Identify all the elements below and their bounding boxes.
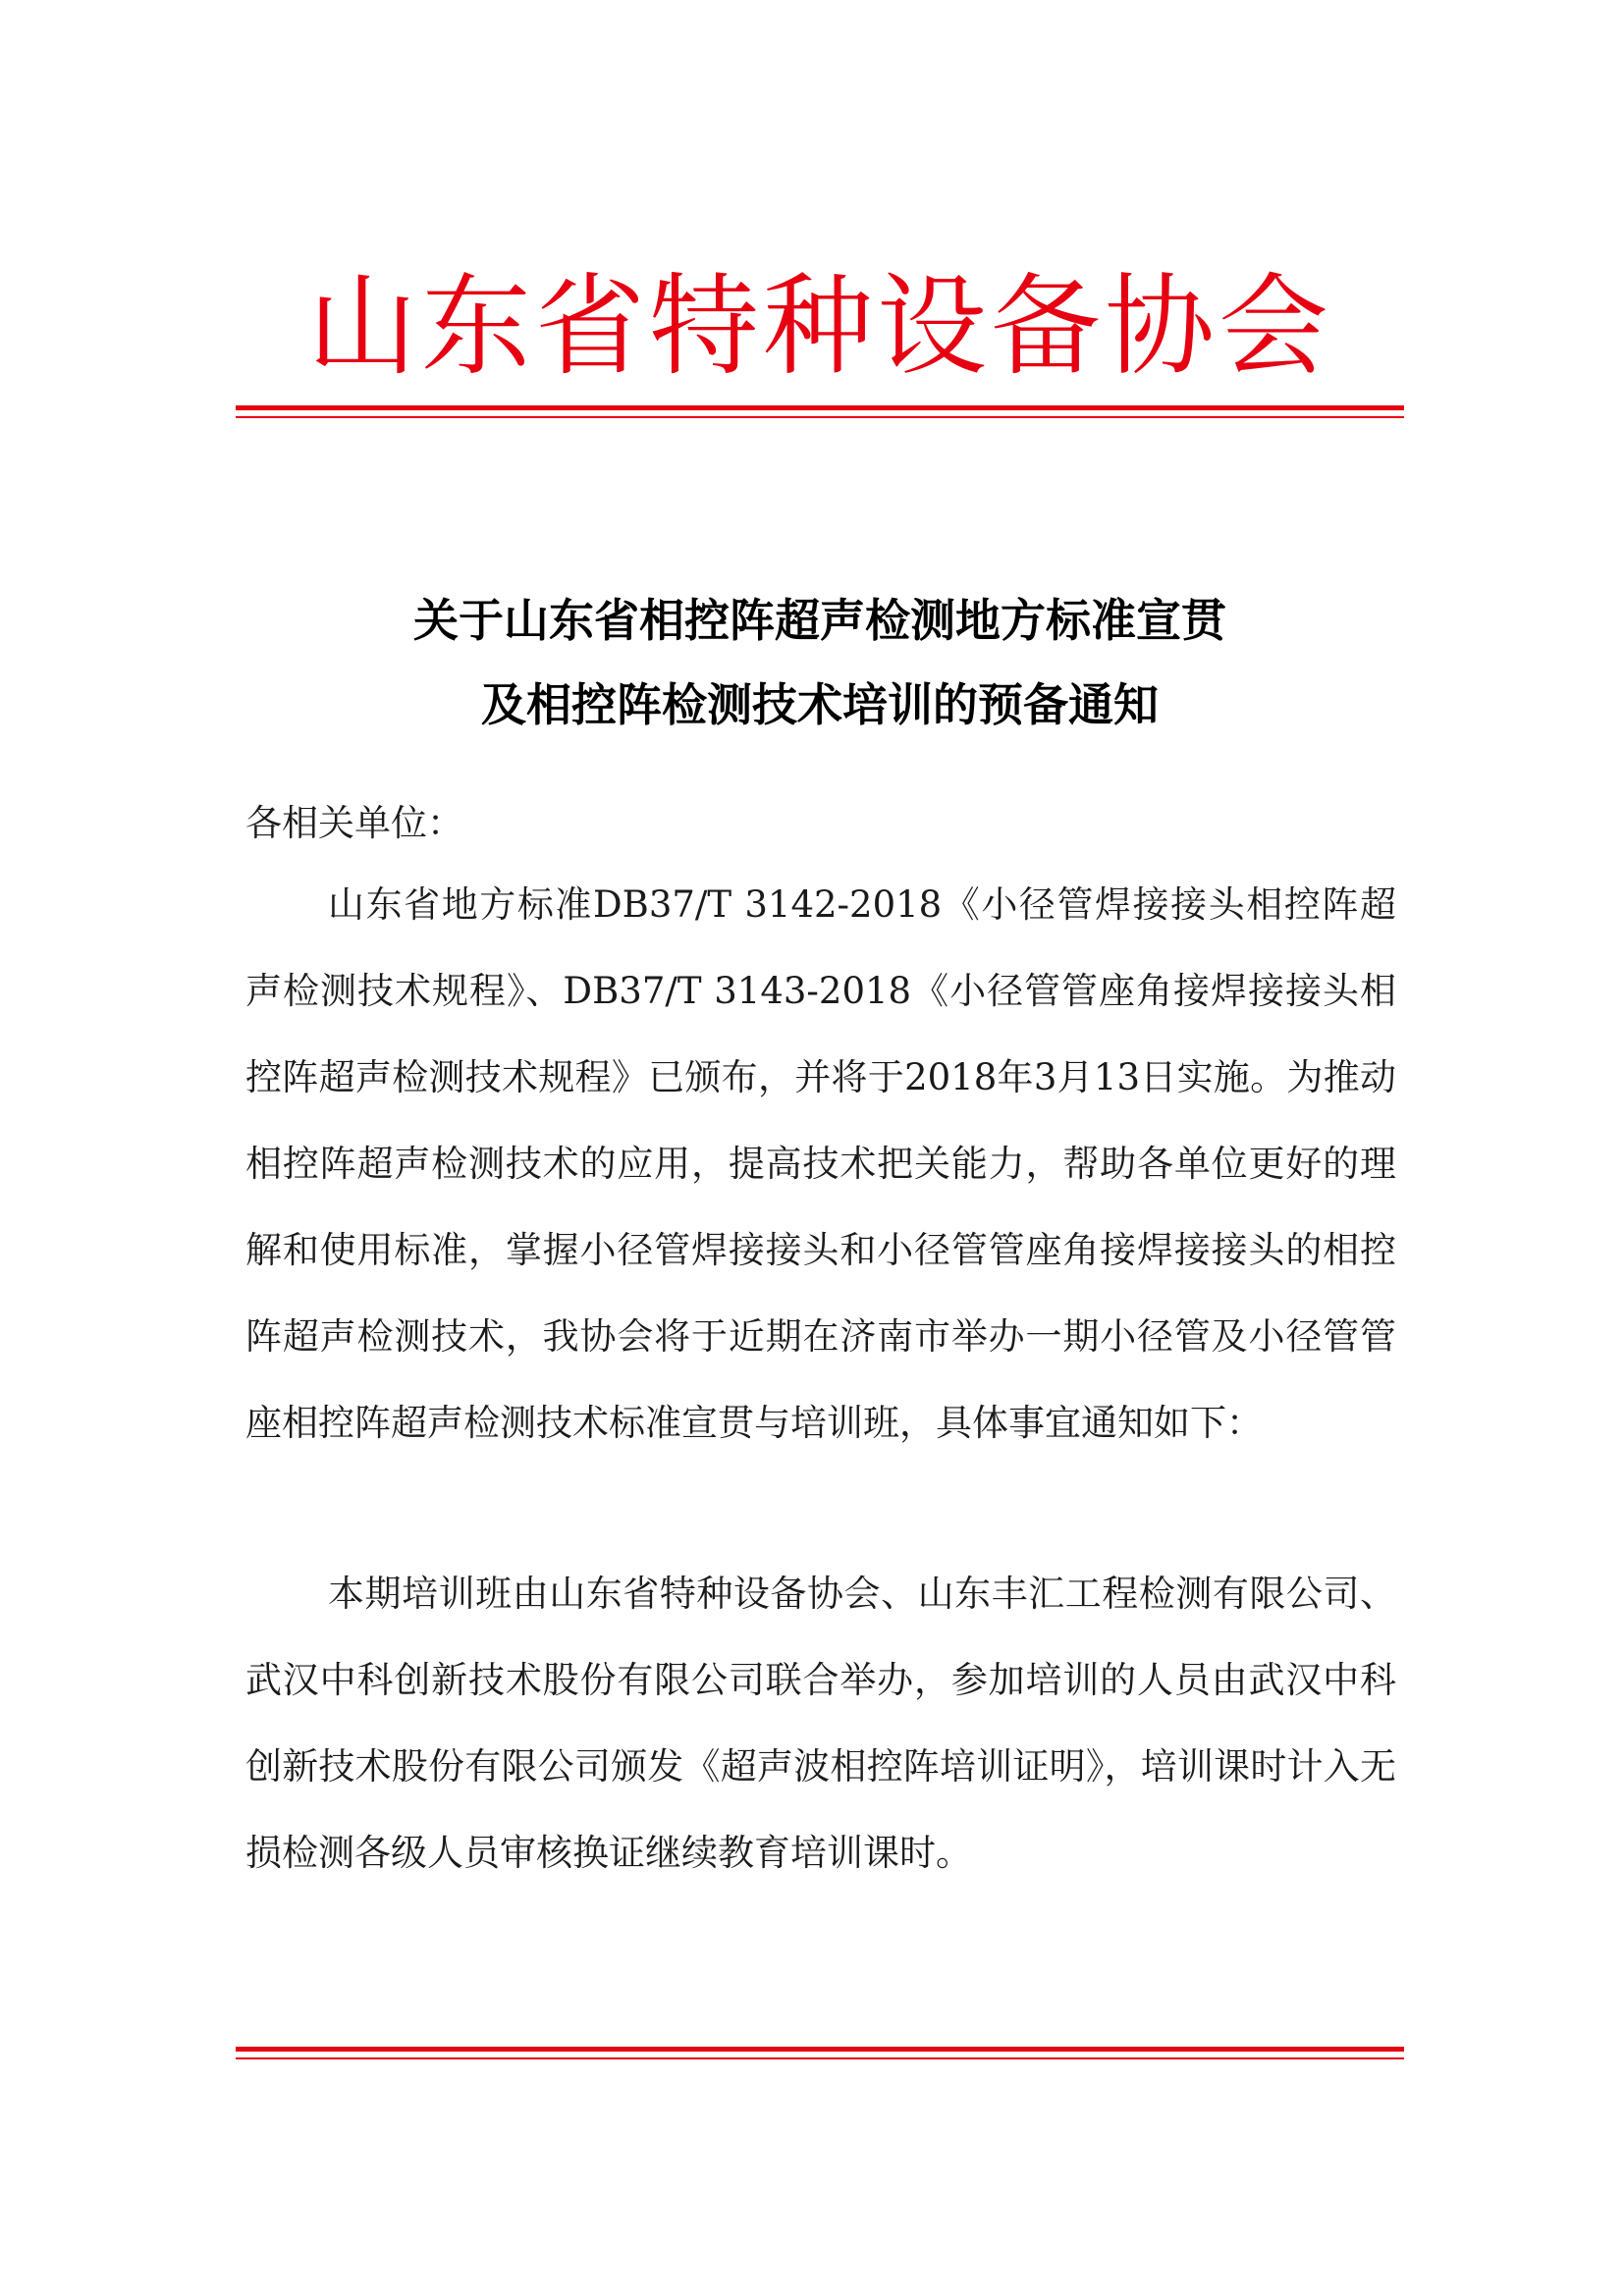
document-title-line-2: 及相控阵检测技术培训的预备通知 bbox=[481, 678, 1159, 731]
header-rule-thick bbox=[236, 405, 1404, 410]
header-red-rule bbox=[236, 405, 1404, 418]
footer-rule-thick bbox=[236, 2047, 1404, 2052]
header-rule-thin bbox=[236, 416, 1404, 418]
footer-red-rule bbox=[236, 2047, 1404, 2059]
salutation: 各相关单位： bbox=[245, 802, 463, 844]
footer-rule-thin bbox=[236, 2057, 1404, 2059]
organization-masthead: 山东省特种设备协会 bbox=[307, 263, 1332, 391]
body-paragraph-2: 本期培训班由山东省特种设备协会、山东丰汇工程检测有限公司、武汉中科创新技术股份有限公司联合举办，参加培训的人员由武汉中科创新技术股份有限公司颁发《超声波相控阵培训证明》，培训课时计入无损检测各级人员审核换证继续教育培训课时。 bbox=[245, 1573, 1396, 1874]
body-paragraph-1: 山东省地方标准DB37/T 3142-2018《小径管焊接接头相控阵超声检测技术规程》、DB37/T 3143-2018《小径管管座角接焊接接头相控阵超声检测技术规程》已颁布，并将于2018年3月13日实施。为推动相控阵超声检测技术的应用，提高技术把关能力，帮助各单位更好的理解和使用标准，掌握小径管焊接接头和小径管管座角接焊接接头的相控阵超声检测技术，我协会将于近期在济南市举办一期小径管及小径管管座相控阵超声检测技术标准宣贯与培训班，具体事宜通知如下： bbox=[245, 883, 1396, 1444]
document-title-line-1: 关于山东省相控阵超声检测地方标准宣贯 bbox=[413, 594, 1226, 647]
